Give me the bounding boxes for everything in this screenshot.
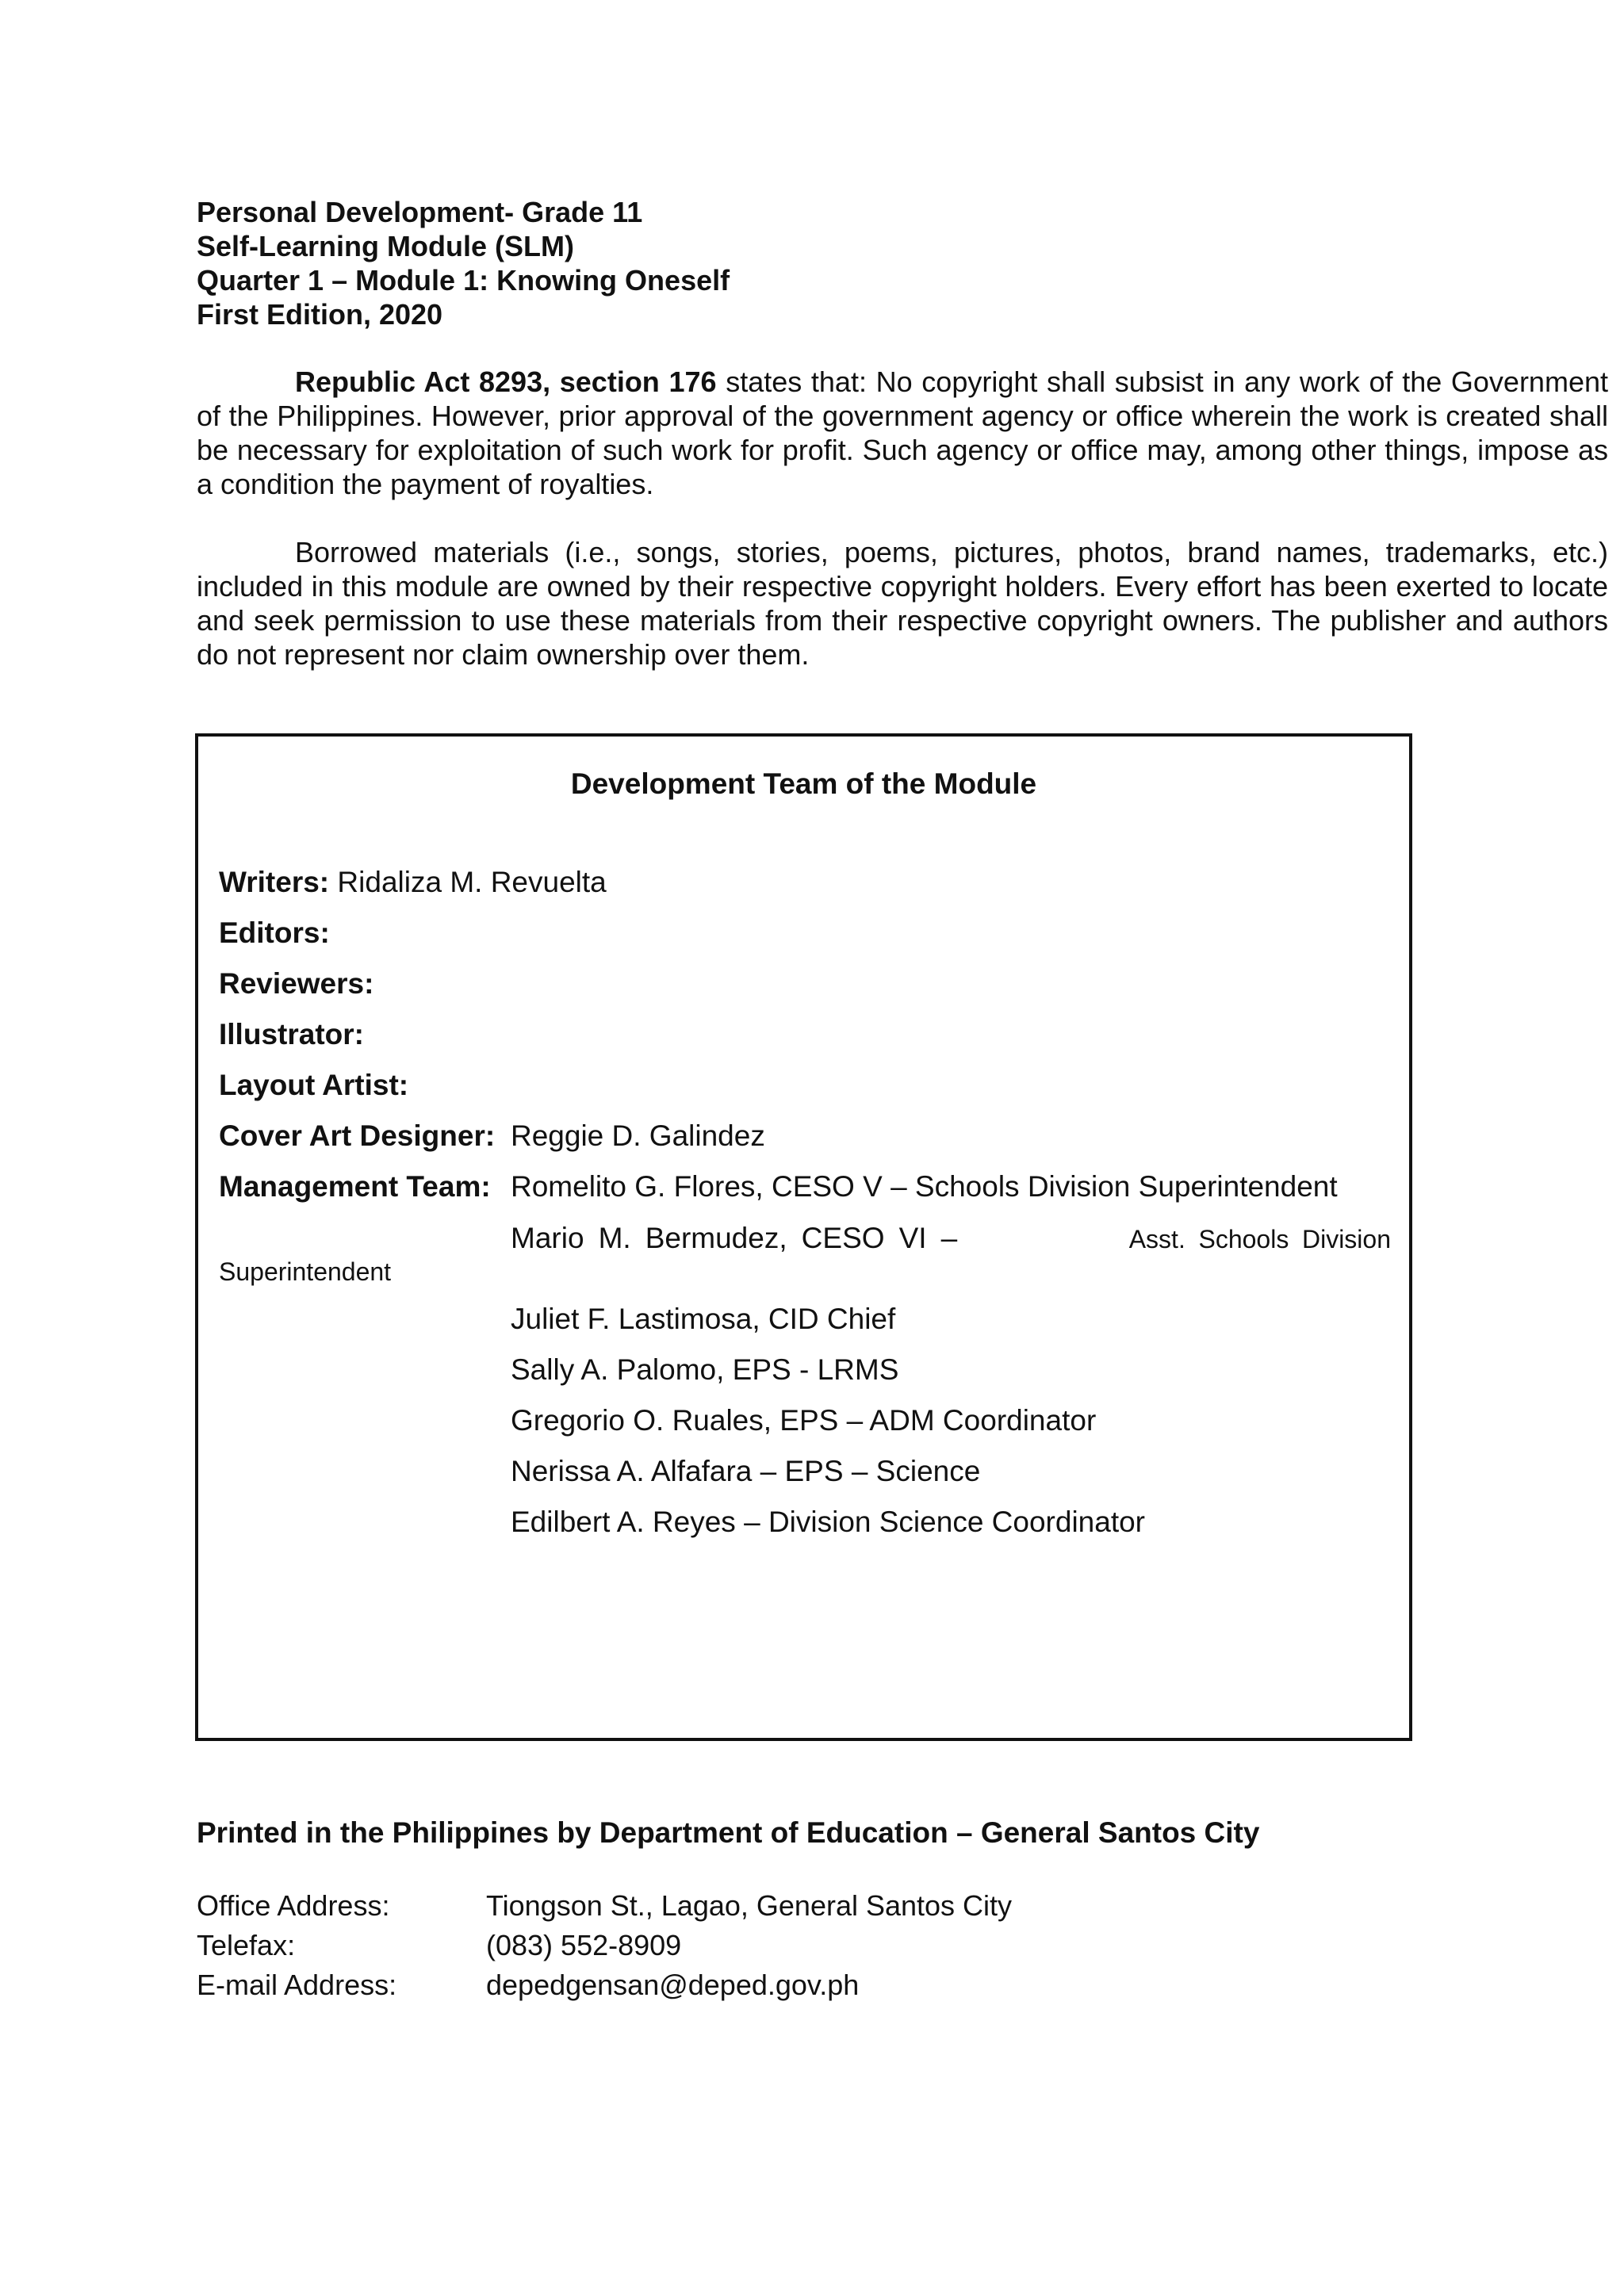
telefax-value: (083) 552-8909 <box>486 1929 682 1961</box>
office-address-row <box>197 1888 1012 1923</box>
layout-artist-row <box>219 1068 408 1103</box>
layout-artist-label: Layout Artist: <box>219 1069 409 1101</box>
telefax-row <box>197 1928 681 1962</box>
reviewers-label: Reviewers: <box>219 967 374 1000</box>
management-member: Edilbert A. Reyes – Division Science Coordinator <box>511 1506 1145 1538</box>
management-member: Sally A. Palomo, EPS - LRMS <box>511 1353 899 1386</box>
module-type: Self-Learning Module (SLM) <box>197 230 574 262</box>
illustrator-label: Illustrator: <box>219 1018 364 1050</box>
cover-art-label: Cover Art Designer: <box>219 1119 496 1152</box>
law-reference: Republic Act 8293, section 176 <box>295 365 717 398</box>
editors-row <box>219 916 330 951</box>
management-member: Romelito G. Flores, CESO V – Schools Division Superintendent <box>511 1170 1338 1203</box>
reviewers-row <box>219 966 373 1001</box>
copyright-text: states that: No copyright shall subsist in any work of the Government of the Philippines. However, prior approval of the government agency or office wherein the work is created shall be necessary for exploitation of such work for profit. Such agency or office may, among other things, impose as a condition the payment of royalties. <box>197 365 1608 500</box>
writers-label: Writers: <box>219 866 330 898</box>
cover-art-row <box>219 1119 495 1154</box>
editors-label: Editors: <box>219 916 330 949</box>
copyright-notice <box>197 365 1608 501</box>
borrowed-materials-notice: Borrowed materials (i.e., songs, stories, poems, pictures, photos, brand names, trademarks, etc.) included in this module are owned by their respective copyright holders. Every effort has been exerted to locate and seek permission to use these materials from their respective copyright owners. The publisher and authors do not represent nor claim ownership over them. <box>197 536 1608 671</box>
module-header <box>197 195 1608 331</box>
writers-row <box>219 865 607 900</box>
edition: First Edition, 2020 <box>197 298 443 331</box>
management-row <box>219 1169 491 1204</box>
management-member: Nerissa A. Alfafara – EPS – Science <box>511 1455 981 1487</box>
management-member-tail: Superintendent <box>219 1257 392 1286</box>
management-member: Gregorio O. Ruales, EPS – ADM Coordinator <box>511 1404 1097 1437</box>
management-label: Management Team: <box>219 1170 491 1203</box>
cover-art-value: Reggie D. Galindez <box>511 1119 765 1152</box>
illustrator-row <box>219 1017 364 1052</box>
office-address-label: Office Address: <box>197 1889 390 1922</box>
subject-title: Personal Development- Grade 11 <box>197 196 643 228</box>
development-team-box <box>195 733 1412 1741</box>
management-member-part: Mario M. Bermudez, CESO VI – <box>511 1222 958 1254</box>
office-address-value: Tiongson St., Lagao, General Santos City <box>486 1889 1013 1922</box>
management-member-wrapped <box>511 1221 1391 1257</box>
email-label: E-mail Address: <box>197 1969 397 2001</box>
email-value[interactable]: depedgensan@deped.gov.ph <box>486 1969 860 2001</box>
telefax-label: Telefax: <box>197 1929 296 1961</box>
writers-value: Ridaliza M. Revuelta <box>329 866 607 898</box>
team-title: Development Team of the Module <box>570 767 1037 800</box>
printed-by: Printed in the Philippines by Department of Education – General Santos City <box>197 1816 1260 1849</box>
email-row <box>197 1968 859 2002</box>
management-member: Juliet F. Lastimosa, CID Chief <box>511 1303 896 1335</box>
management-member-part: Asst. Schools Division <box>1128 1225 1392 1253</box>
module-title: Quarter 1 – Module 1: Knowing Oneself <box>197 264 730 297</box>
